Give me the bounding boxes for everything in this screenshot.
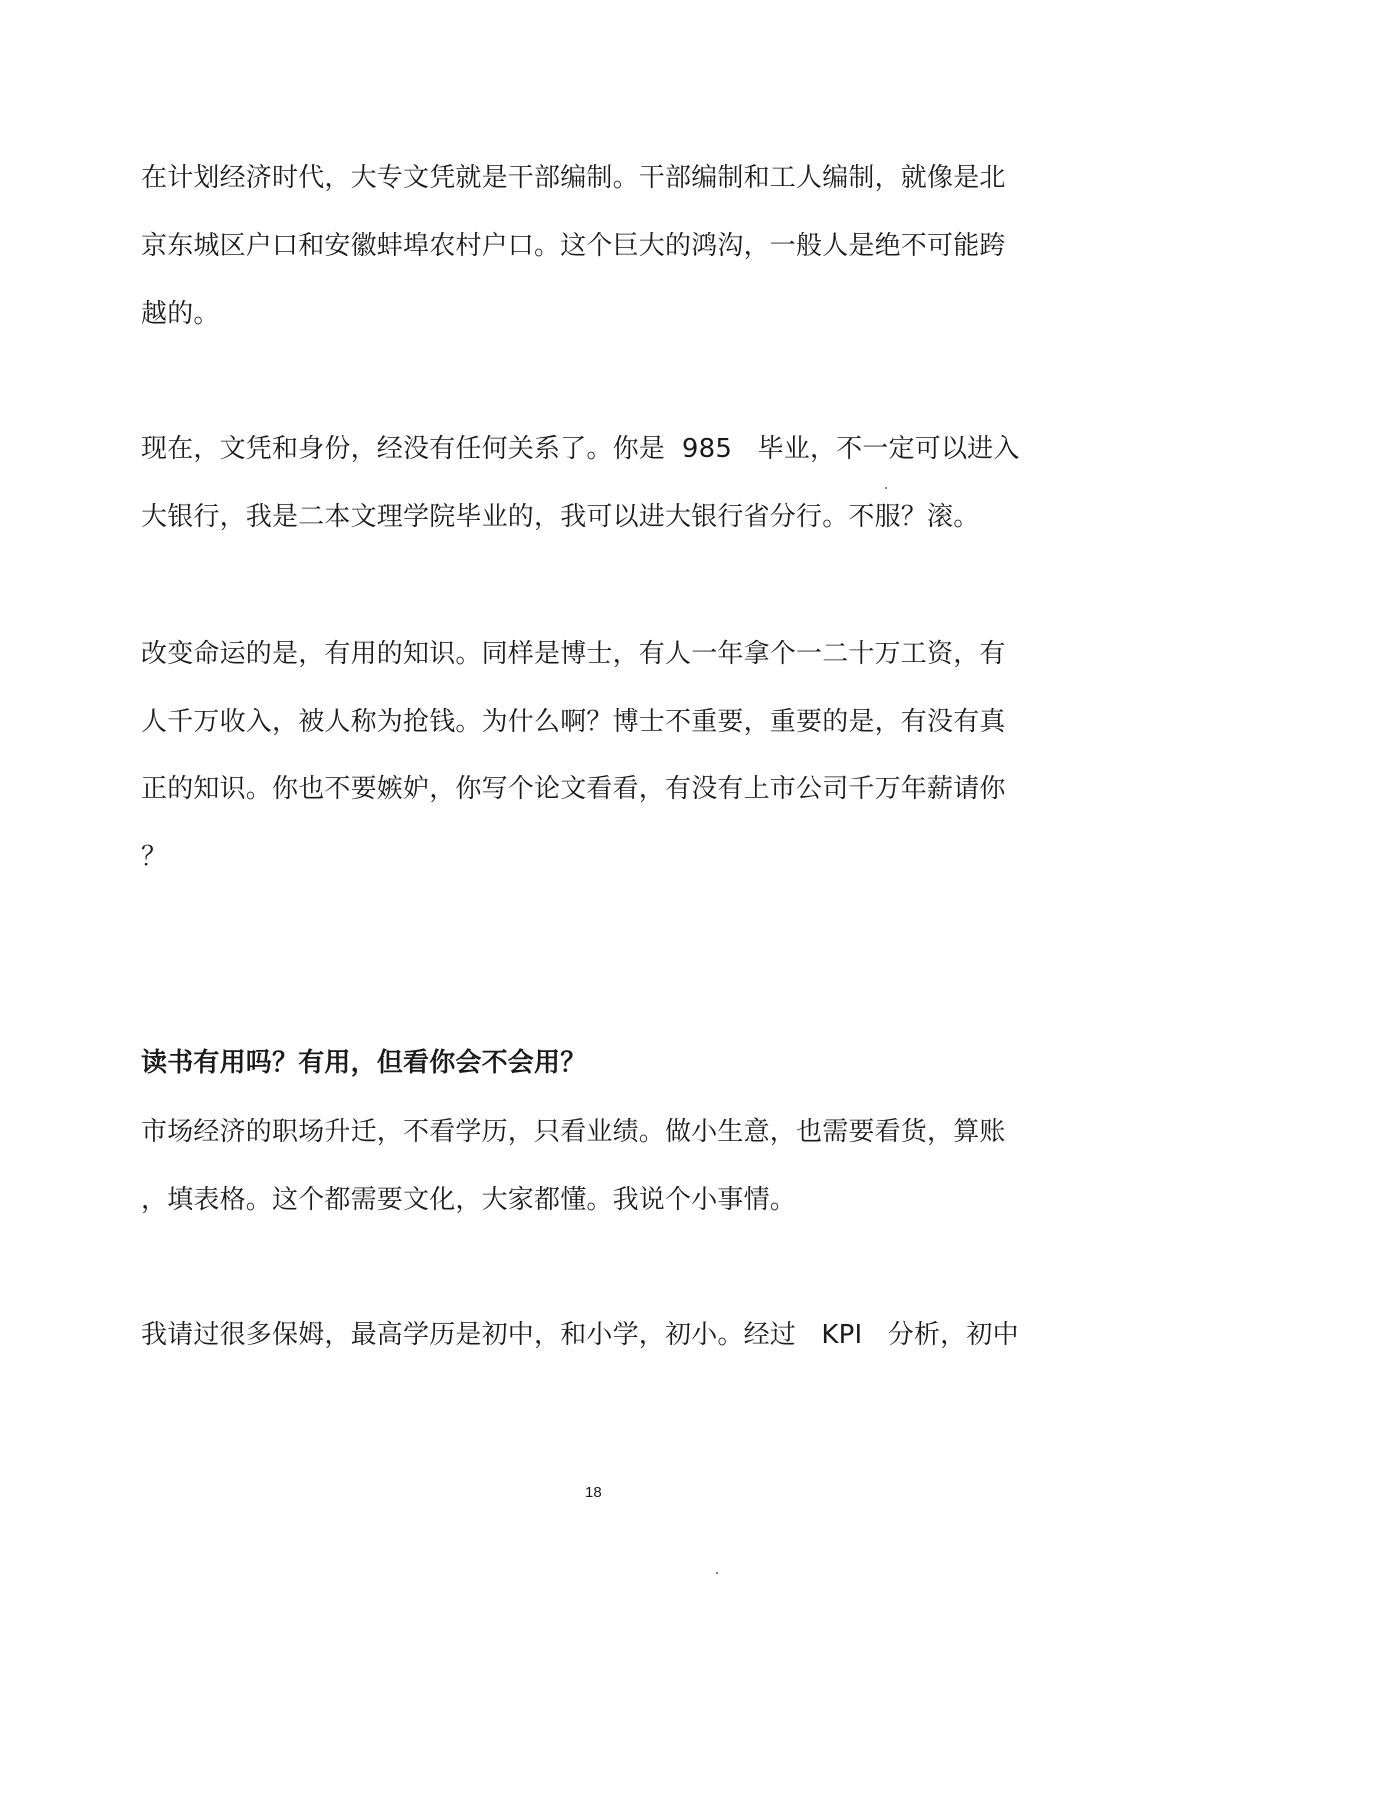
paragraph-line: 我请过很多保姆，最高学历是初中，和小学，初小。经过 KPI 分析，初中 — [141, 1320, 1019, 1350]
paragraph-line: 京东城区户口和安徽蚌埠农村户口。这个巨大的鸿沟，一般人是绝不可能跨 — [141, 231, 1006, 261]
scan-speck — [716, 1572, 718, 1574]
scan-speck — [885, 487, 887, 489]
paragraph-line: 现在，文凭和身份，经没有任何关系了。你是 985 毕业，不一定可以进入 — [141, 434, 1020, 464]
paragraph-line: ？ — [141, 842, 168, 872]
paragraph-line: 人千万收入，被人称为抢钱。为什么啊？博士不重要，重要的是，有没有真 — [141, 707, 1006, 737]
paragraph-line: 大银行，我是二本文理学院毕业的，我可以进大银行省分行。不服？滚。 — [141, 502, 980, 532]
paragraph-line: 市场经济的职场升迁，不看学历，只看业绩。做小生意，也需要看货，算账 — [141, 1117, 1006, 1147]
paragraph-line: 越的。 — [141, 299, 220, 329]
paragraph-line: 在计划经济时代，大专文凭就是干部编制。干部编制和工人编制，就像是北 — [141, 163, 1006, 193]
section-heading: 读书有用吗？有用，但看你会不会用？ — [141, 1048, 587, 1078]
paragraph-line: ，填表格。这个都需要文化，大家都懂。我说个小事情。 — [141, 1185, 797, 1215]
paragraph-line: 正的知识。你也不要嫉妒，你写个论文看看，有没有上市公司千万年薪请你 — [141, 774, 1006, 804]
paragraph-line: 改变命运的是，有用的知识。同样是博士，有人一年拿个一二十万工资，有 — [141, 639, 1006, 669]
page-number: 18 — [585, 1484, 602, 1501]
